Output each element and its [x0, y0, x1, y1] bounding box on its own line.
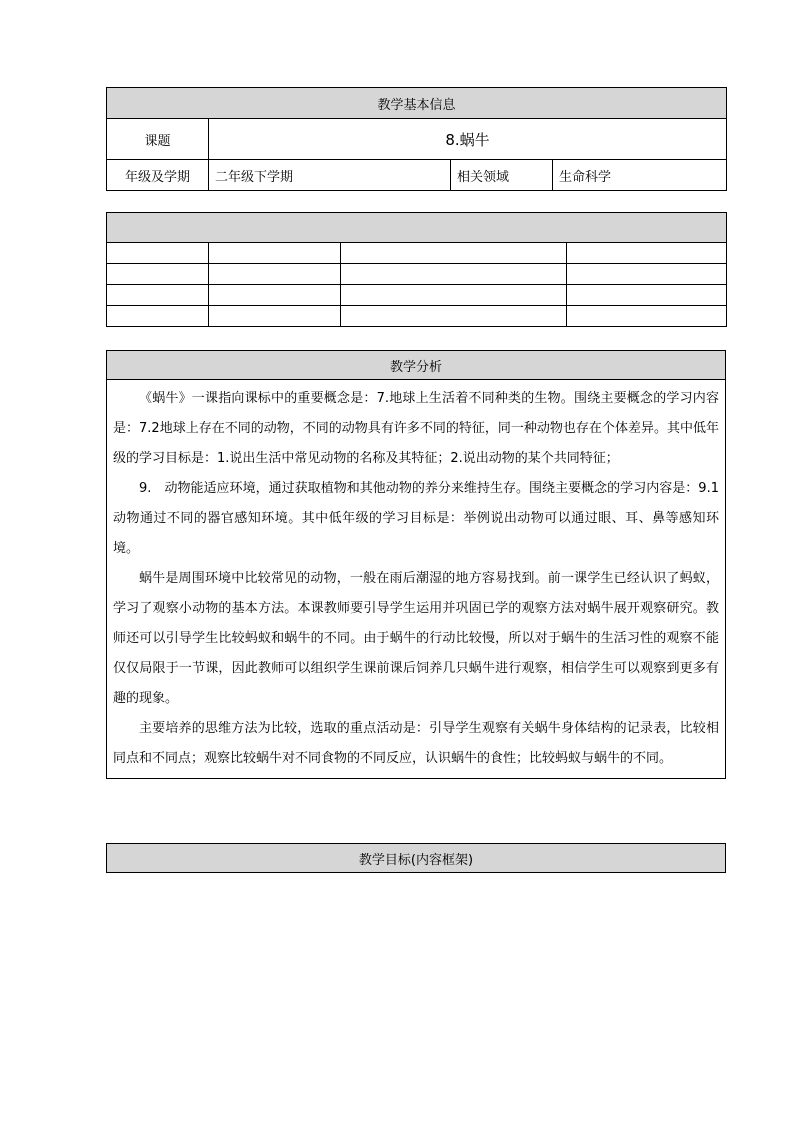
basic-info-table — [106, 87, 727, 191]
table-cell — [567, 264, 727, 285]
table-cell — [567, 306, 727, 327]
table-cell — [209, 306, 341, 327]
table-cell — [107, 264, 209, 285]
analysis-header: 教学分析 — [107, 351, 726, 380]
table-cell — [209, 285, 341, 306]
table-cell — [341, 243, 567, 264]
table-cell — [107, 306, 209, 327]
table-cell — [107, 243, 209, 264]
grade-value: 二年级下学期 — [209, 160, 451, 191]
table-cell — [341, 264, 567, 285]
blank-table-header — [107, 213, 727, 243]
blank-table — [106, 212, 727, 327]
grade-label: 年级及学期 — [107, 160, 209, 191]
field-value: 生命科学 — [553, 160, 727, 191]
analysis-paragraph: 蜗牛是周围环境中比较常见的动物，一般在雨后潮湿的地方容易找到。前一课学生已经认识了蚂蚁，学习了观察小动物的基本方法。本课教师要引导学生运用并巩固已学的观察方法对蜗牛展开观察研究。教师还可以引导学生比较蚂蚁和蜗牛的不同。由于蜗牛的行动比较慢，所以对于蜗牛的生活习性的观察不能仅仅局限于一节课，因此教师可以组织学生课前课后饲养几只蜗牛进行观察，相信学生可以观察到更多有趣的现象。 — [113, 571, 719, 706]
table-cell — [567, 243, 727, 264]
table-cell — [341, 306, 567, 327]
topic-value: 8.蜗牛 — [209, 119, 727, 160]
analysis-paragraph: 主要培养的思维方法为比较，选取的重点活动是：引导学生观察有关蜗牛身体结构的记录表，比较相同点和不同点；观察比较蜗牛对不同食物的不同反应，认识蜗牛的食性；比较蚂蚁与蜗牛的不同。 — [113, 721, 719, 766]
basic-info-header: 教学基本信息 — [107, 88, 727, 119]
table-cell — [107, 285, 209, 306]
analysis-table — [106, 350, 726, 779]
objectives-table — [106, 843, 726, 873]
analysis-body — [107, 380, 726, 779]
field-label: 相关领域 — [451, 160, 553, 191]
topic-label: 课题 — [107, 119, 209, 160]
table-cell — [341, 285, 567, 306]
table-cell — [209, 243, 341, 264]
table-cell — [209, 264, 341, 285]
analysis-paragraph: 9. 动物能适应环境，通过获取植物和其他动物的养分来维持生存。围绕主要概念的学习内容是：9.1 动物通过不同的器官感知环境。其中低年级的学习目标是：举例说出动物可以通过眼、耳、鼻等感知环境。 — [113, 481, 719, 556]
objectives-header: 教学目标(内容框架) — [107, 844, 726, 873]
table-cell — [567, 285, 727, 306]
analysis-paragraph: 《蜗牛》一课指向课标中的重要概念是：7.地球上生活着不同种类的生物。围绕主要概念的学习内容是：7.2地球上存在不同的动物，不同的动物具有许多不同的特征，同一种动物也存在个体差异。其中低年级的学习目标是：1.说出生活中常见动物的名称及其特征；2.说出动物的某个共同特征； — [113, 391, 719, 466]
